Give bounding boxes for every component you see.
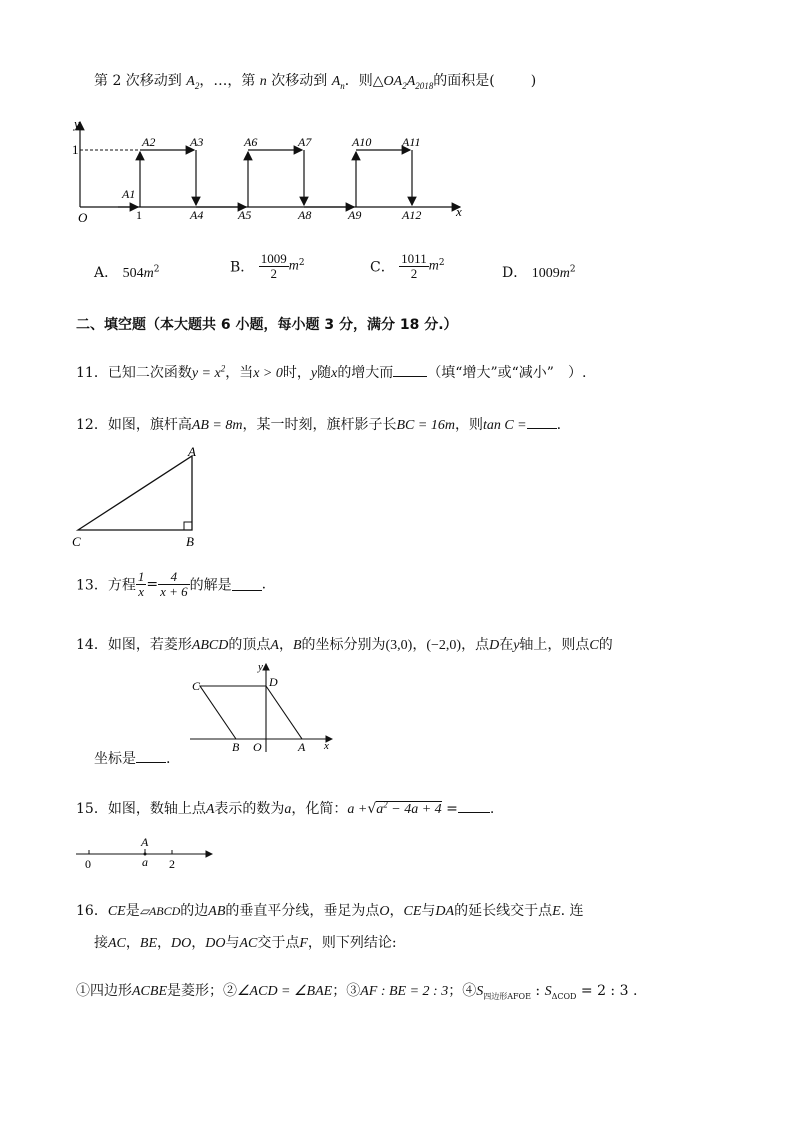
q10-figure bbox=[60, 112, 480, 227]
label-a9: A9 bbox=[348, 208, 362, 222]
label-O: O bbox=[253, 740, 262, 754]
q10-option-a[interactable] bbox=[94, 262, 159, 282]
question-13: 13．方程 $\frac{1}{x}$ = $\frac{4}{x + 6}$ 的解是 . bbox=[76, 569, 267, 599]
q15-number-line bbox=[72, 832, 222, 872]
option-a-unit: m bbox=[143, 266, 154, 281]
option-c-label: C． bbox=[370, 259, 395, 276]
label-a2: A2 bbox=[142, 135, 156, 149]
label-C: C bbox=[72, 534, 81, 549]
q13-answer-blank[interactable] bbox=[232, 578, 262, 591]
q14-figure bbox=[186, 658, 336, 754]
label-a8: A8 bbox=[298, 208, 312, 222]
question-15: 15．如图，数轴上点A表示的数为a，化简：$a +√a^2 - 4a + 4$ = . bbox=[76, 799, 495, 817]
y-axis-label: y bbox=[74, 116, 80, 131]
q10-text-c: 次移动到 bbox=[271, 73, 328, 89]
label-D: D bbox=[269, 675, 278, 689]
q10-text-b: ，…，第 bbox=[199, 73, 256, 89]
q10-text-e: 的面积是( bbox=[433, 73, 495, 89]
label-A: A bbox=[298, 740, 306, 754]
q12-answer-blank[interactable] bbox=[527, 416, 557, 429]
label-a10: A10 bbox=[352, 135, 372, 149]
label-A: A bbox=[141, 835, 149, 849]
q11-answer-blank[interactable] bbox=[393, 364, 427, 377]
label-a7: A7 bbox=[298, 135, 312, 149]
flagpole-triangle bbox=[78, 456, 192, 530]
q10-option-d[interactable]: D． $1009m^2$ bbox=[502, 264, 576, 281]
question-16-line-2: 接AC，BE，DO，DO与AC交于点F，则下列结论: bbox=[94, 935, 397, 951]
q12-figure bbox=[70, 446, 210, 552]
q10-n: n bbox=[259, 74, 267, 89]
section-heading: 二、填空题（本大题共 6 小题，每小题 3 分，满分 18 分.） bbox=[76, 317, 458, 333]
label-a1: A1 bbox=[122, 187, 136, 201]
right-angle-mark bbox=[184, 522, 192, 530]
q12-number: 12． bbox=[76, 417, 108, 433]
q13-fraction-2: $\frac{4}{x + 6}$ bbox=[160, 569, 188, 599]
label-x: x bbox=[324, 740, 329, 752]
x-axis-label: x bbox=[456, 204, 462, 219]
q10-text-f: ) bbox=[530, 73, 537, 89]
label-y: y bbox=[258, 661, 263, 673]
question-11: 11．已知二次函数$y = x^2$，当x > 0时，y随x的增大而 （填“增大”或“减小” ）. bbox=[76, 363, 587, 381]
q10-text-a: 第 2 次移动到 bbox=[94, 73, 182, 89]
option-a-label: A． bbox=[94, 265, 119, 281]
q13-fraction-1: $\frac{1}{x}$ bbox=[137, 569, 145, 599]
radicand: $a^2 - 4a + 4$ bbox=[376, 799, 442, 817]
q10-option-c[interactable]: C． $\frac{1011}{2}$ $m^2$ bbox=[370, 251, 445, 281]
label-a6: A6 bbox=[244, 135, 258, 149]
question-12: 12．如图，旗杆高AB = 8m，某一时刻，旗杆影子长BC = 16m，则tan C = . bbox=[76, 417, 562, 433]
label-two: 2 bbox=[169, 857, 175, 871]
q13-number: 13． bbox=[76, 577, 108, 594]
q10-an: $A_n$ bbox=[331, 74, 345, 91]
q14-number: 14． bbox=[76, 637, 108, 653]
label-a5: A5 bbox=[238, 208, 252, 222]
label-zero: 0 bbox=[85, 857, 91, 871]
label-a4: A4 bbox=[190, 208, 204, 222]
q14-line-2: 坐标是 . bbox=[94, 751, 171, 767]
label-B: B bbox=[186, 534, 194, 549]
y-one-label: 1 bbox=[72, 142, 79, 157]
q10-text-d: ．则△ bbox=[344, 73, 384, 89]
option-a-value: 504 bbox=[122, 266, 144, 281]
origin-label: O bbox=[78, 210, 88, 225]
q15-answer-blank[interactable] bbox=[458, 800, 490, 813]
q10-option-b[interactable]: B． $\frac{1009}{2}$ $m^2$ bbox=[230, 251, 305, 281]
label-a: a bbox=[142, 855, 148, 869]
q14-answer-blank[interactable] bbox=[136, 750, 166, 763]
sqrt-symbol: √ bbox=[367, 801, 377, 817]
question-16-conclusions: ①四边形ACBE是菱形；②∠ACD = ∠BAE；③AF : BE = 2 : 3；$④S_{四边形AFOE}$ : $S_{\Delta COD} = 2$ : 3 . bbox=[76, 983, 638, 1001]
x-one-label: 1 bbox=[136, 208, 142, 222]
rhombus bbox=[200, 686, 302, 739]
q15-number: 15． bbox=[76, 801, 108, 817]
q11-number: 11． bbox=[76, 365, 108, 381]
label-B: B bbox=[232, 740, 240, 754]
label-A: A bbox=[188, 446, 196, 459]
question-16-line-1: 16．CE是▱ABCD的边AB的垂直平分线，垂足为点O，CE与DA的延长线交于点E. 连 bbox=[76, 903, 584, 919]
label-C: C bbox=[192, 679, 201, 693]
label-a12: A12 bbox=[402, 208, 422, 222]
label-a11: A11 bbox=[402, 135, 421, 149]
option-b-fraction: $\frac{1009}{2}$ bbox=[260, 251, 287, 281]
q10-triangle: $OA_2A_{2018}$ bbox=[383, 74, 434, 91]
option-b-label: B． bbox=[230, 259, 255, 276]
question-14: 14．如图，若菱形ABCD的顶点A，B的坐标分别为(3,0)，(−2,0)，点D在y轴上，则点C的 bbox=[76, 637, 613, 653]
label-a3: A3 bbox=[190, 135, 204, 149]
q10-stem bbox=[94, 70, 536, 91]
option-d-label: D． bbox=[502, 265, 528, 281]
q10-a2: $A_2$ bbox=[186, 74, 200, 91]
option-a-exp: 2 bbox=[153, 264, 160, 275]
q16-number: 16． bbox=[76, 903, 108, 919]
option-c-fraction: $\frac{1011}{2}$ bbox=[401, 251, 427, 281]
option-d-value: 1009 bbox=[531, 266, 560, 281]
